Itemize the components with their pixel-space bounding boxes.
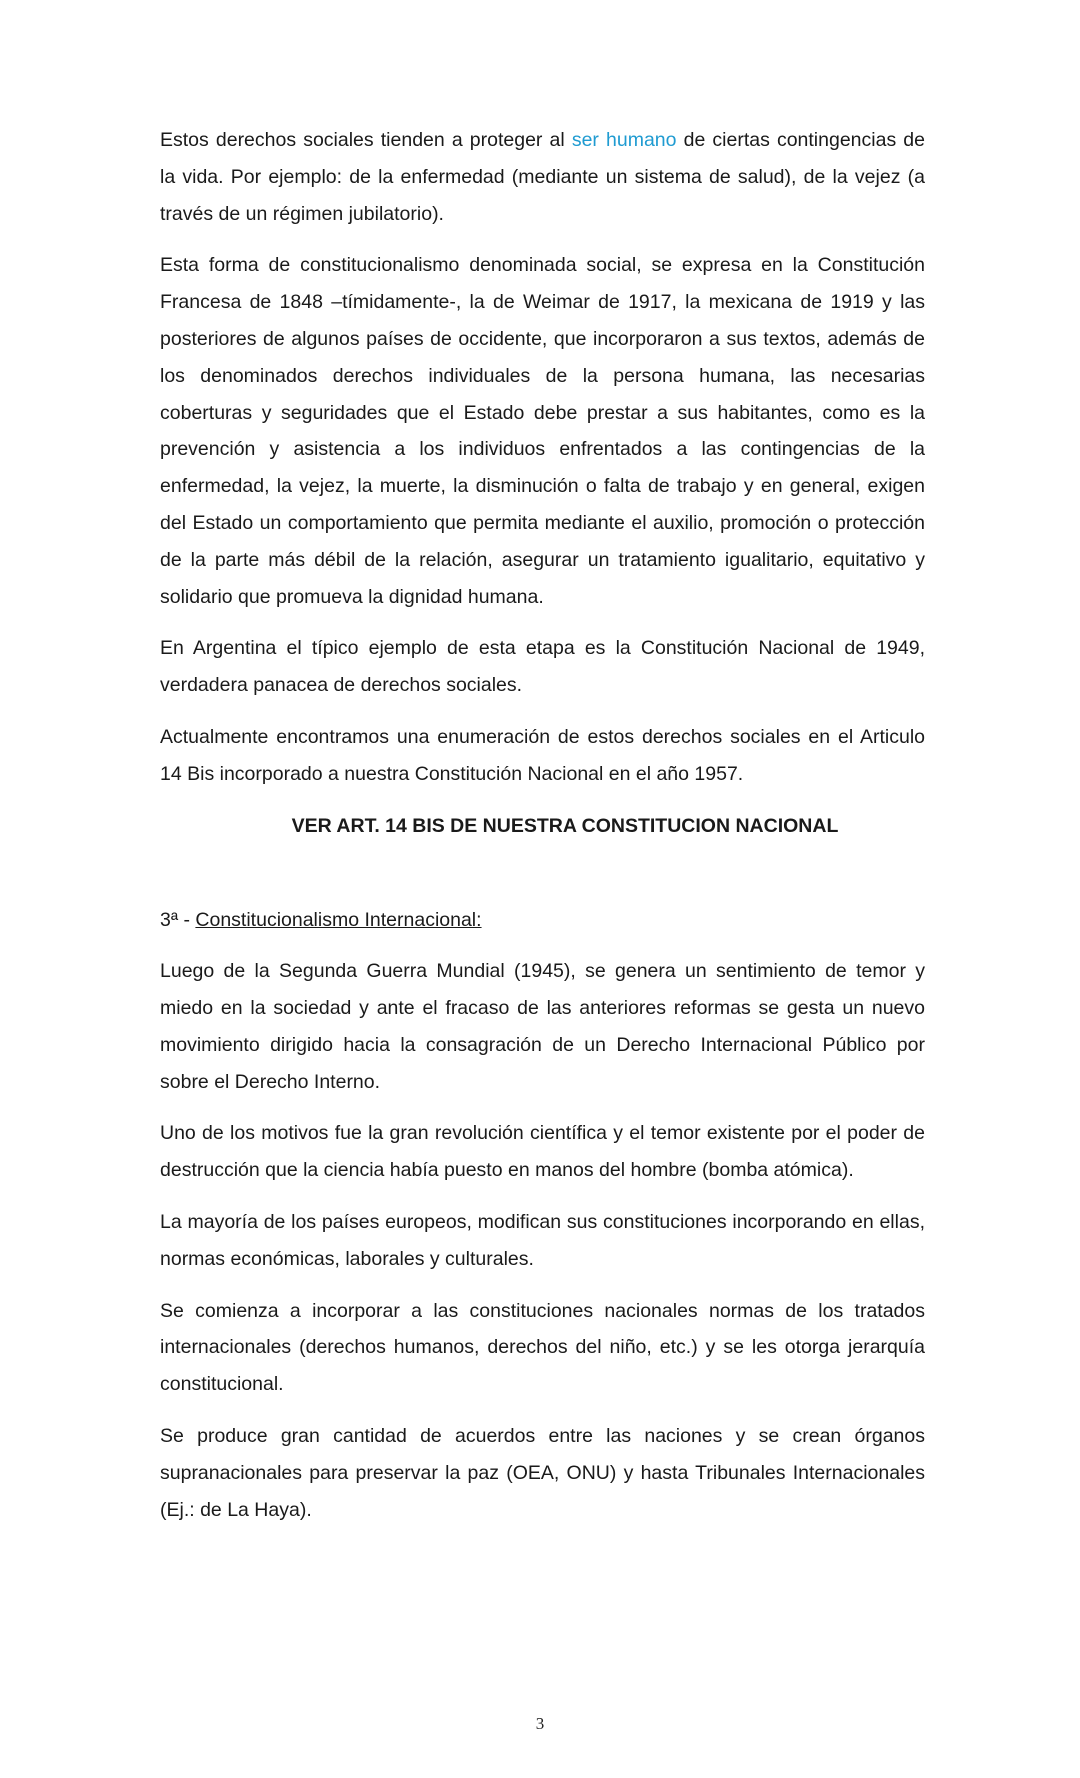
paragraph-social-rights xyxy=(160,122,925,232)
section-number: 3ª - xyxy=(160,909,196,932)
page-number: 3 xyxy=(535,1714,545,1733)
paragraph-supranational-bodies: Se produce gran cantidad de acuerdos entre las naciones y se crean órganos supranacionales para preservar la paz (OEA, ONU) y hasta Tribunales Internacionales (Ej.: de La Haya). xyxy=(160,1424,925,1521)
paragraph-article-14-bis: Actualmente encontramos una enumeración de estos derechos sociales en el Articulo 14 Bis incorporado a nuestra Constitución Nacional en el año 1957. xyxy=(160,725,925,785)
article-reference-heading: VER ART. 14 BIS DE NUESTRA CONSTITUCION NACIONAL xyxy=(291,814,839,837)
paragraph-text: de ciertas contingencias de la vida. Por ejemplo: de la enfermedad (mediante un sistema de salud), de la vejez (a través de un régimen jubilatorio). xyxy=(160,129,925,225)
section-title-text: Constitucionalismo Internacional: xyxy=(195,909,482,932)
paragraph-text: Estos derechos sociales tienden a proteger al xyxy=(160,129,572,151)
paragraph-international-treaties: Se comienza a incorporar a las constituciones nacionales normas de los tratados internacionales (derechos humanos, derechos del niño, etc.) y se les otorga jerarquía constitucional. xyxy=(160,1299,925,1396)
paragraph-argentina-1949: En Argentina el típico ejemplo de esta etapa es la Constitución Nacional de 1949, verdadera panacea de derechos sociales. xyxy=(160,637,925,697)
section-spacer xyxy=(160,844,925,902)
document-body xyxy=(160,122,925,1543)
paragraph-social-constitutionalism: Esta forma de constitucionalismo denominada social, se expresa en la Constitución Francesa de 1848 –tímidamente-, la de Weimar de 1917, la mexicana de 1919 y las posteriores de algunos países de occidente, que incorporaron a sus textos, además de los denominados derechos individuales de la persona humana, las necesarias coberturas y seguridades que el Estado debe prestar a sus habitantes, como es la prevención y asistencia a los individuos enfrentados a las contingencias de la enfermedad, la vejez, la muerte, la disminución o falta de trabajo y en general, exigen del Estado un comportamiento que permita mediante el auxilio, promoción o protección de la parte más débil de la relación, asegurar un tratamiento igualitario, equitativo y solidario que promueva la dignidad humana. xyxy=(160,254,925,608)
paragraph-scientific-revolution: Uno de los motivos fue la gran revolución científica y el temor existente por el poder de destrucción que la ciencia había puesto en manos del hombre (bomba atómica). xyxy=(160,1122,925,1182)
ser-humano-link[interactable]: ser humano xyxy=(571,129,677,151)
section-title xyxy=(160,902,925,939)
paragraph-european-countries: La mayoría de los países europeos, modifican sus constituciones incorporando en ellas, normas económicas, laborales y culturales. xyxy=(160,1210,925,1270)
paragraph-post-war: Luego de la Segunda Guerra Mundial (1945), se genera un sentimiento de temor y miedo en la sociedad y ante el fracaso de las anteriores reformas se gesta un nuevo movimiento dirigido hacia la consagración de un Derecho Internacional Público por sobre el Derecho Interno. xyxy=(160,960,925,1093)
